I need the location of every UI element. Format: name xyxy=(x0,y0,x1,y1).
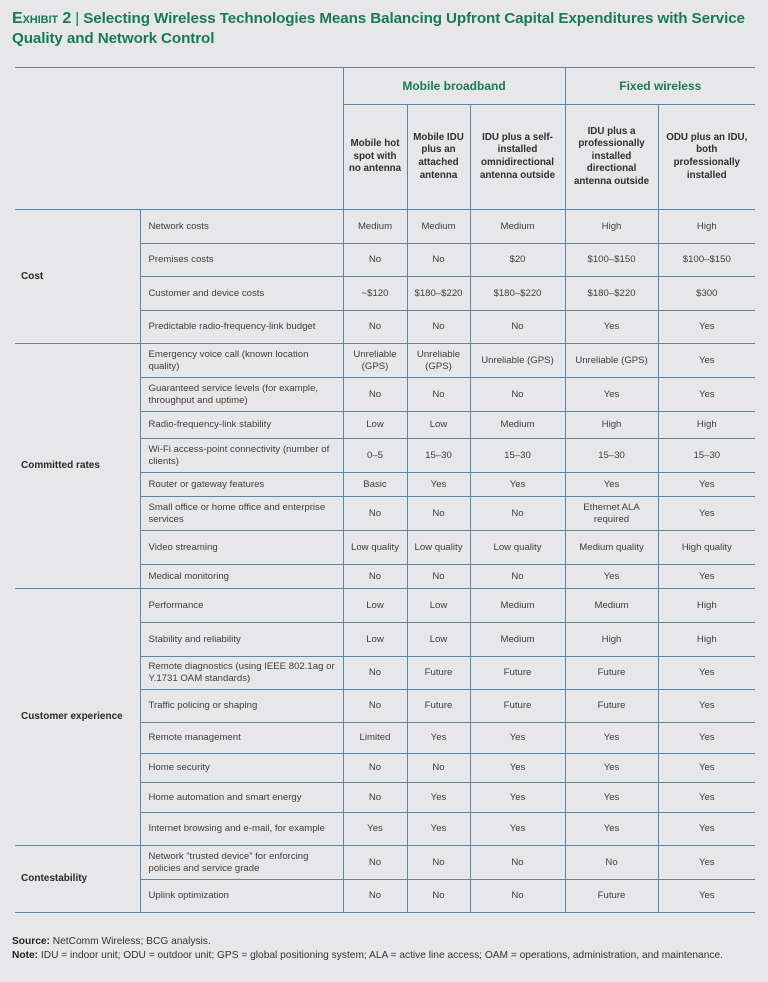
feature-cell: Medical monitoring xyxy=(140,565,343,589)
feature-cell: Remote diagnostics (using IEEE 802.1ag or Y.1731 OAM standards) xyxy=(140,657,343,690)
exhibit-title xyxy=(12,9,762,49)
value-cell: Low xyxy=(343,412,407,439)
value-cell: No xyxy=(343,378,407,412)
value-cell: Low xyxy=(343,589,407,623)
value-cell: High xyxy=(658,210,755,244)
value-cell: Medium xyxy=(470,623,565,657)
value-cell: Yes xyxy=(565,378,658,412)
value-cell: No xyxy=(343,880,407,913)
value-cell: Medium xyxy=(470,210,565,244)
column-header: ODU plus an IDU, both professionally installed xyxy=(658,105,755,210)
feature-cell: Small office or home office and enterprise services xyxy=(140,497,343,531)
value-cell: Yes xyxy=(565,783,658,813)
value-cell: Yes xyxy=(343,813,407,846)
value-cell: Yes xyxy=(658,473,755,497)
value-cell: Yes xyxy=(407,783,470,813)
value-cell: Medium xyxy=(565,589,658,623)
value-cell: Unreliable (GPS) xyxy=(470,344,565,378)
value-cell: $20 xyxy=(470,244,565,277)
value-cell: No xyxy=(343,690,407,723)
note-text: IDU = indoor unit; ODU = outdoor unit; GPS = global positioning system; ALA = active line access; OAM = operations, administration, and maintenance. xyxy=(40,950,723,961)
feature-cell: Guaranteed service levels (for example, throughput and uptime) xyxy=(140,378,343,412)
category-cell: Contestability xyxy=(15,846,140,913)
value-cell: No xyxy=(407,754,470,783)
value-cell: Future xyxy=(565,690,658,723)
value-cell: Yes xyxy=(565,311,658,344)
value-cell: Yes xyxy=(658,690,755,723)
table-row xyxy=(15,589,755,623)
value-cell: High quality xyxy=(658,531,755,565)
value-cell: Yes xyxy=(407,473,470,497)
value-cell: No xyxy=(565,846,658,880)
value-cell: 15–30 xyxy=(407,439,470,473)
value-cell: $180–$220 xyxy=(565,277,658,311)
value-cell: Low xyxy=(343,623,407,657)
column-header: IDU plus a professionally installed directional antenna outside xyxy=(565,105,658,210)
value-cell: High xyxy=(565,412,658,439)
feature-cell: Wi-Fi access-point connectivity (number of clients) xyxy=(140,439,343,473)
feature-cell: Home automation and smart energy xyxy=(140,783,343,813)
value-cell: Yes xyxy=(658,344,755,378)
exhibit-label: Exhibit 2 xyxy=(12,10,72,27)
value-cell: Yes xyxy=(658,783,755,813)
value-cell: No xyxy=(470,497,565,531)
category-cell: Committed rates xyxy=(15,344,140,589)
value-cell: Yes xyxy=(470,754,565,783)
value-cell: Yes xyxy=(407,813,470,846)
value-cell: $180–$220 xyxy=(470,277,565,311)
value-cell: Yes xyxy=(407,723,470,754)
value-cell: No xyxy=(470,846,565,880)
table-row xyxy=(15,344,755,378)
value-cell: Yes xyxy=(470,473,565,497)
value-cell: Ethernet ALA required xyxy=(565,497,658,531)
value-cell: Future xyxy=(407,690,470,723)
footnotes xyxy=(12,935,757,963)
value-cell: Medium xyxy=(407,210,470,244)
value-cell: Yes xyxy=(658,880,755,913)
value-cell: Unreliable (GPS) xyxy=(343,344,407,378)
feature-cell: Premises costs xyxy=(140,244,343,277)
value-cell: No xyxy=(343,657,407,690)
value-cell: 0–5 xyxy=(343,439,407,473)
value-cell: Yes xyxy=(565,813,658,846)
value-cell: $300 xyxy=(658,277,755,311)
value-cell: No xyxy=(343,244,407,277)
value-cell: $100–$150 xyxy=(658,244,755,277)
value-cell: Yes xyxy=(565,754,658,783)
feature-cell: Stability and reliability xyxy=(140,623,343,657)
group-mobile-broadband: Mobile broadband xyxy=(343,68,565,105)
source-line xyxy=(12,935,757,949)
value-cell: No xyxy=(343,311,407,344)
value-cell: Unreliable (GPS) xyxy=(407,344,470,378)
comparison-table xyxy=(15,67,755,913)
value-cell: High xyxy=(658,589,755,623)
value-cell: Medium quality xyxy=(565,531,658,565)
value-cell: $180–$220 xyxy=(407,277,470,311)
feature-cell: Network “trusted device” for enforcing policies and service grade xyxy=(140,846,343,880)
column-header: Mobile hot spot with no antenna xyxy=(343,105,407,210)
value-cell: Yes xyxy=(565,723,658,754)
value-cell: Limited xyxy=(343,723,407,754)
feature-cell: Traffic policing or shaping xyxy=(140,690,343,723)
category-cell: Customer experience xyxy=(15,589,140,846)
value-cell: No xyxy=(343,565,407,589)
value-cell: Future xyxy=(470,657,565,690)
value-cell: No xyxy=(407,497,470,531)
value-cell: Future xyxy=(407,657,470,690)
value-cell: No xyxy=(407,846,470,880)
value-cell: Low xyxy=(407,623,470,657)
value-cell: 15–30 xyxy=(565,439,658,473)
value-cell: Yes xyxy=(658,754,755,783)
column-header: Mobile IDU plus an attached antenna xyxy=(407,105,470,210)
value-cell: 15–30 xyxy=(658,439,755,473)
value-cell: Yes xyxy=(658,846,755,880)
value-cell: No xyxy=(407,378,470,412)
value-cell: No xyxy=(407,880,470,913)
value-cell: No xyxy=(343,783,407,813)
feature-cell: Network costs xyxy=(140,210,343,244)
value-cell: High xyxy=(565,623,658,657)
header-blank xyxy=(15,68,343,210)
source-label: Source: xyxy=(12,936,50,947)
value-cell: No xyxy=(343,846,407,880)
value-cell: Low xyxy=(407,589,470,623)
value-cell: $100–$150 xyxy=(565,244,658,277)
value-cell: Yes xyxy=(658,565,755,589)
value-cell: No xyxy=(470,311,565,344)
value-cell: No xyxy=(470,565,565,589)
value-cell: Yes xyxy=(565,565,658,589)
feature-cell: Radio-frequency-link stability xyxy=(140,412,343,439)
value-cell: Low quality xyxy=(407,531,470,565)
feature-cell: Remote management xyxy=(140,723,343,754)
column-header: IDU plus a self-installed omnidirectional antenna outside xyxy=(470,105,565,210)
feature-cell: Predictable radio-frequency-link budget xyxy=(140,311,343,344)
value-cell: ~$120 xyxy=(343,277,407,311)
value-cell: Low quality xyxy=(343,531,407,565)
note-label: Note: xyxy=(12,950,39,961)
table-row xyxy=(15,210,755,244)
value-cell: Yes xyxy=(658,813,755,846)
value-cell: Yes xyxy=(658,723,755,754)
value-cell: No xyxy=(470,880,565,913)
feature-cell: Uplink optimization xyxy=(140,880,343,913)
value-cell: Future xyxy=(565,657,658,690)
value-cell: No xyxy=(470,378,565,412)
exhibit-separator: | xyxy=(75,10,80,27)
feature-cell: Performance xyxy=(140,589,343,623)
value-cell: Future xyxy=(565,880,658,913)
value-cell: Future xyxy=(470,690,565,723)
value-cell: Unreliable (GPS) xyxy=(565,344,658,378)
value-cell: Yes xyxy=(470,813,565,846)
feature-cell: Customer and device costs xyxy=(140,277,343,311)
value-cell: Yes xyxy=(470,783,565,813)
table-row xyxy=(15,846,755,880)
feature-cell: Router or gateway features xyxy=(140,473,343,497)
value-cell: Yes xyxy=(658,657,755,690)
value-cell: Medium xyxy=(470,412,565,439)
exhibit-heading: Selecting Wireless Technologies Means Balancing Upfront Capital Expenditures with Service Quality and Network Control xyxy=(12,10,745,47)
value-cell: Medium xyxy=(343,210,407,244)
value-cell: High xyxy=(658,623,755,657)
value-cell: No xyxy=(343,754,407,783)
feature-cell: Internet browsing and e-mail, for example xyxy=(140,813,343,846)
value-cell: No xyxy=(407,311,470,344)
feature-cell: Video streaming xyxy=(140,531,343,565)
value-cell: Yes xyxy=(658,378,755,412)
group-header-row xyxy=(15,68,755,105)
value-cell: High xyxy=(658,412,755,439)
value-cell: No xyxy=(407,565,470,589)
value-cell: Yes xyxy=(565,473,658,497)
source-text: NetComm Wireless; BCG analysis. xyxy=(52,936,211,947)
value-cell: High xyxy=(565,210,658,244)
value-cell: Low xyxy=(407,412,470,439)
value-cell: Low quality xyxy=(470,531,565,565)
group-fixed-wireless: Fixed wireless xyxy=(565,68,755,105)
feature-cell: Emergency voice call (known location quality) xyxy=(140,344,343,378)
value-cell: Medium xyxy=(470,589,565,623)
category-cell: Cost xyxy=(15,210,140,344)
value-cell: 15–30 xyxy=(470,439,565,473)
value-cell: Yes xyxy=(658,311,755,344)
value-cell: No xyxy=(407,244,470,277)
feature-cell: Home security xyxy=(140,754,343,783)
note-line xyxy=(12,949,757,963)
value-cell: Basic xyxy=(343,473,407,497)
value-cell: Yes xyxy=(470,723,565,754)
value-cell: Yes xyxy=(658,497,755,531)
value-cell: No xyxy=(343,497,407,531)
